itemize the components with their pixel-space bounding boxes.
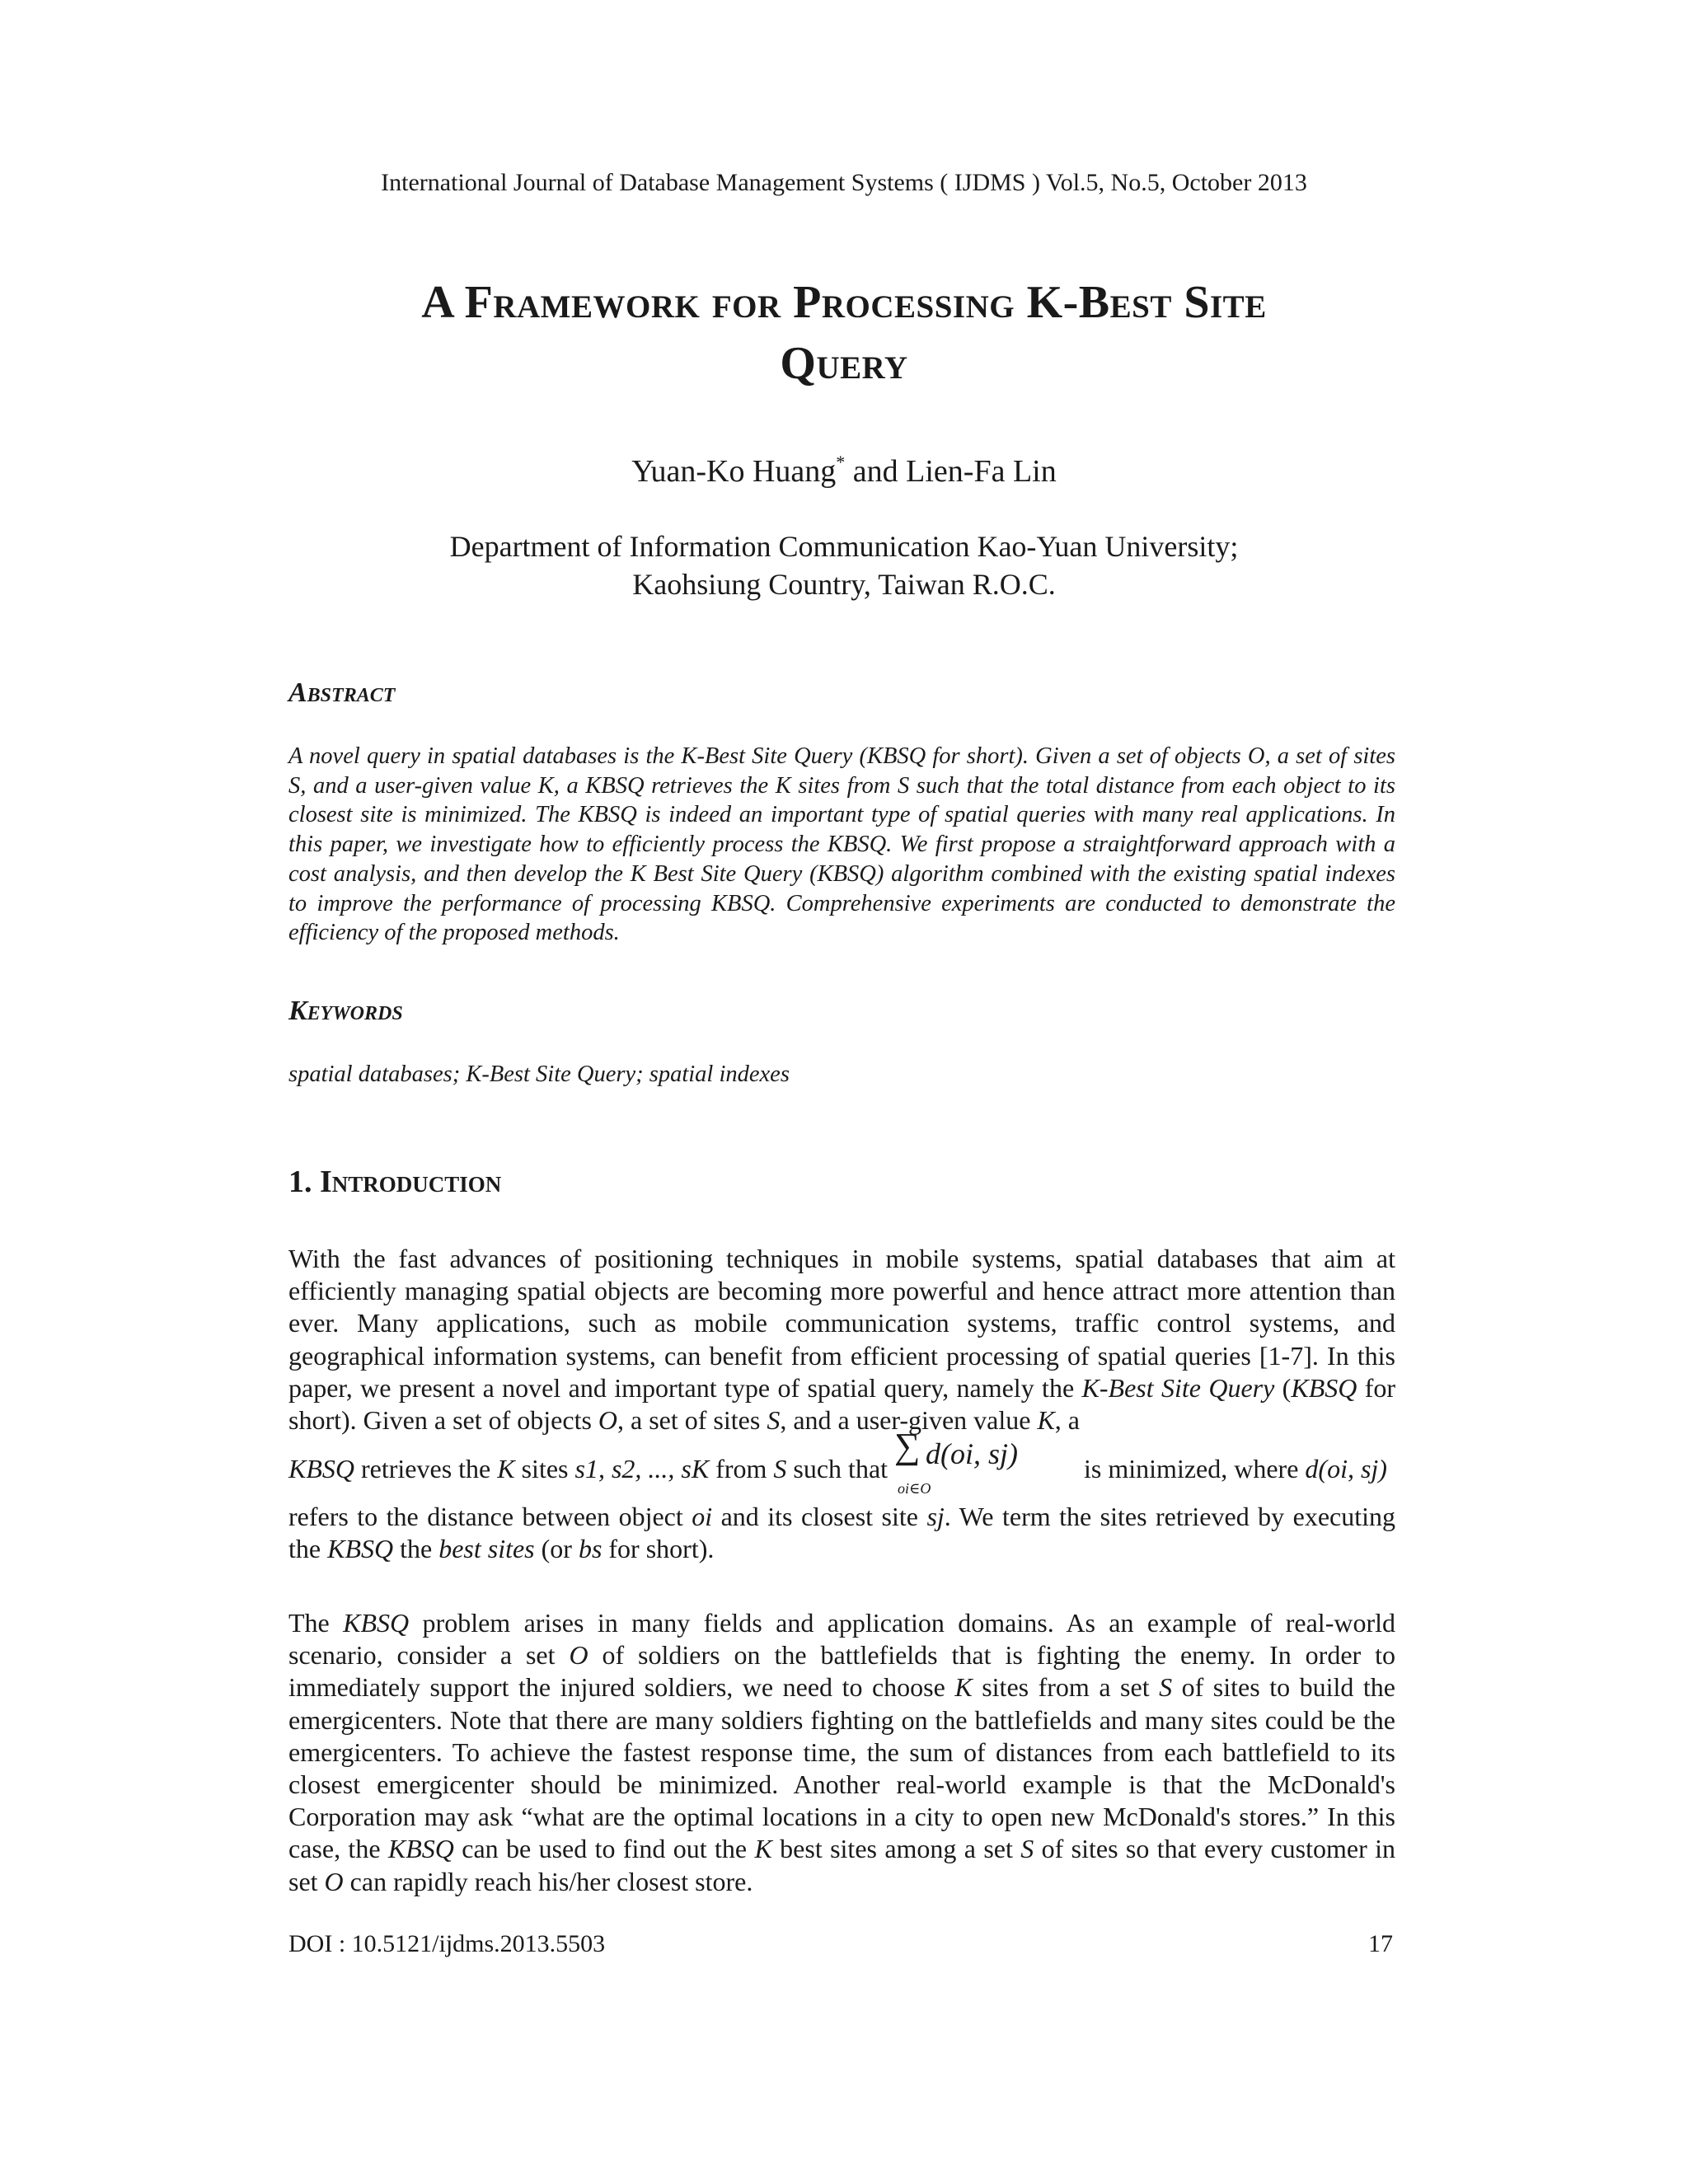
text-run: can rapidly reach his/her closest store. <box>343 1866 753 1896</box>
text-run: refers to the distance between object <box>288 1502 692 1532</box>
text-run: sites <box>514 1454 575 1484</box>
abstract-heading: Abstract <box>288 677 396 708</box>
abstract-text: A novel query in spatial databases is the K-Best Site Query (KBSQ for short). Given a set of objects O, a set of sites S, and a user-given value K, a KBSQ retrieves the K sites from S such that the total distance from each object to its closest site is minimized. The KBSQ is indeed an important type of spatial queries with many real applications. In this paper, we investigate how to efficiently process the KBSQ. We first propose a straightforward approach with a cost analysis, and then develop the K Best Site Query (KBSQ) algorithm combined with the existing spatial indexes to improve the performance of processing KBSQ. Comprehensive experiments are conducted to demonstrate the efficiency of the proposed methods. <box>288 743 1395 946</box>
var-s: S <box>1159 1672 1173 1703</box>
var-s: S <box>773 1454 787 1484</box>
page-number: 17 <box>1368 1930 1393 1957</box>
var-k: K <box>954 1672 973 1703</box>
text-run: (or <box>534 1534 579 1564</box>
var-k: K <box>497 1454 515 1484</box>
text-run: best sites among a set <box>771 1834 1021 1864</box>
sigma-symbol: ∑ <box>894 1426 921 1467</box>
formula-line <box>288 1426 1395 1501</box>
text-run: retrieves the <box>354 1454 498 1484</box>
term-kbsq: KBSQ <box>387 1834 454 1864</box>
text-run: of sites to build the emergicenters. Note that there are many soldiers fighting on the battlefields and many sites could be the emergicenters. To achieve the fastest response time, the sum of distances from each battlefield to its closest emergicenter should be minimized. Another real-world example is that the McDonald's Corporation may ask “what are the optimal locations in a city to open new McDonald's stores.” In this case, the <box>288 1672 1395 1864</box>
paragraph-1-lines-1-6 <box>288 1243 1395 1436</box>
text-run: sites from a set <box>972 1672 1160 1703</box>
text-run: is minimized, where <box>1077 1454 1306 1484</box>
text-run: for short). <box>602 1534 715 1564</box>
affiliation-line-2: Kaohsiung Country, Taiwan R.O.C. <box>632 568 1056 601</box>
title-line-1: A Framework for Processing K-Best Site <box>421 277 1267 328</box>
paper-title <box>0 272 1688 394</box>
var-s: S <box>767 1405 781 1436</box>
term-best-sites: best sites <box>438 1534 535 1564</box>
term-kbsq: KBSQ <box>1291 1372 1357 1403</box>
term-kbsq: KBSQ <box>327 1534 394 1564</box>
affiliation-line-1: Department of Information Communication Kao-Yuan University; <box>449 530 1239 563</box>
title-line-2: Query <box>780 338 908 389</box>
text-run: for short). Given a set of objects <box>288 1372 1396 1436</box>
var-k: K <box>754 1834 772 1864</box>
var-o: O <box>324 1866 344 1896</box>
term-kbsq: KBSQ <box>343 1608 410 1638</box>
var-o: O <box>598 1405 618 1436</box>
running-header: International Journal of Database Management Systems ( IJDMS ) Vol.5, No.5, October 2013 <box>381 169 1307 196</box>
keywords-text: spatial databases; K-Best Site Query; spatial indexes <box>288 1062 790 1087</box>
authors <box>0 452 1688 490</box>
author-rest: and Lien-Fa Lin <box>845 454 1057 489</box>
text-run: can be used to find out the <box>453 1834 755 1864</box>
keywords-heading: Keywords <box>288 996 403 1026</box>
text-run: ( <box>1274 1372 1292 1403</box>
site-list: s1, s2, ..., sK <box>574 1454 710 1484</box>
var-s: S <box>1020 1834 1034 1864</box>
paragraph-1-lines-8-9 <box>288 1501 1395 1565</box>
var-k: K <box>1037 1405 1055 1436</box>
text-run: from <box>709 1454 774 1484</box>
affiliation <box>0 527 1688 603</box>
footer-doi: DOI : 10.5121/ijdms.2013.5503 <box>288 1930 606 1957</box>
text-run: , and a user-given value <box>780 1405 1038 1436</box>
paragraph-2-text <box>288 1607 1395 1898</box>
introduction-heading: 1. Introduction <box>288 1165 502 1199</box>
term-kbsq-full: K-Best Site Query <box>1081 1372 1275 1403</box>
text-run: problem arises in many fields and application domains. As an example of real-world scenario, consider a set <box>288 1608 1396 1671</box>
author-first: Yuan-Ko Huang <box>631 454 837 489</box>
term-kbsq: KBSQ <box>288 1454 354 1484</box>
var-oi: oi <box>692 1502 713 1532</box>
text-run: of soldiers on the battlefields that is fighting the enemy. In order to immediately support the injured soldiers, we need to choose <box>288 1640 1396 1703</box>
text-run: , a set of sites <box>617 1405 767 1436</box>
text-run: and its closest site <box>712 1502 927 1532</box>
introduction-paragraph-2 <box>288 1607 1395 1898</box>
formula-expression: d(oi, sj) <box>926 1437 1019 1471</box>
text-run: With the fast advances of positioning techniques in mobile systems, spatial databases that aim at efficiently managing spatial objects are becoming more powerful and hence attract more attention than ever. Many applications, such as mobile communication systems, traffic control systems, and geographical information systems, can benefit from efficient processing of spatial queries [1-7]. In this paper, we present a novel and important type of spatial query, namely the <box>288 1244 1395 1403</box>
distance-term: d(oi, sj) <box>1305 1454 1387 1484</box>
var-o: O <box>569 1640 588 1671</box>
term-bs: bs <box>578 1534 603 1564</box>
var-sj: sj <box>926 1502 945 1532</box>
corresponding-mark: * <box>836 452 846 472</box>
text-run: , a <box>1054 1405 1080 1436</box>
text-run: the <box>393 1534 439 1564</box>
introduction-paragraph-1 <box>288 1243 1395 1566</box>
text-run: The <box>288 1608 344 1638</box>
formula-subscript: oi∈O <box>898 1480 931 1497</box>
summation-formula <box>893 1426 1072 1497</box>
text-run: such that <box>786 1454 889 1484</box>
text-run: . We term the sites retrieved by executing the <box>288 1502 1396 1564</box>
text-run: of sites so that every customer in set <box>288 1834 1396 1896</box>
